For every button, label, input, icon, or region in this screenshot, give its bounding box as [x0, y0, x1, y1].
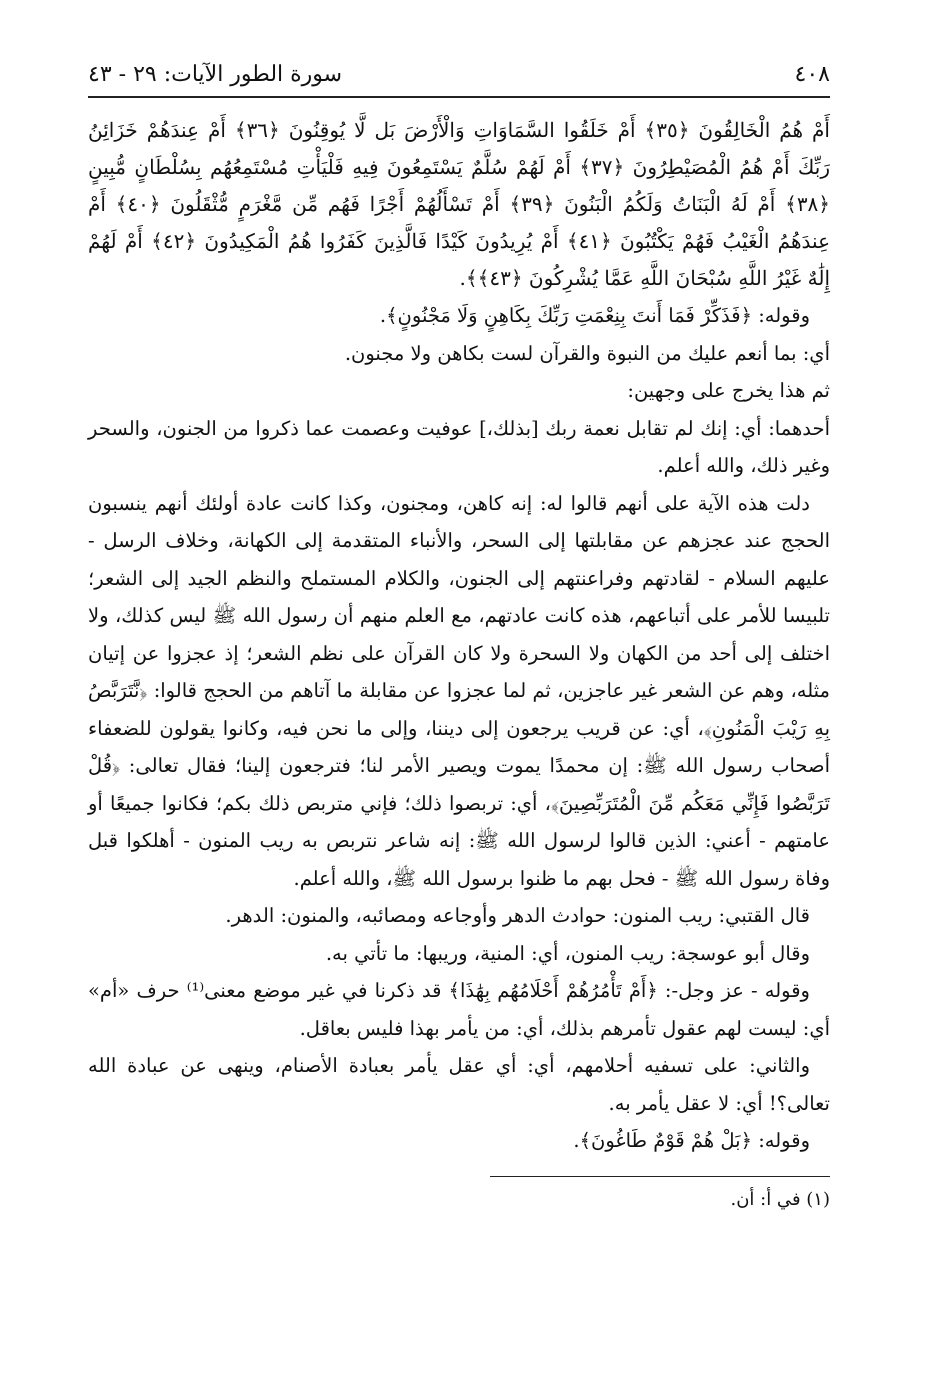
document-page [88, 60, 830, 1360]
paragraph: وقوله - عز وجل-: ﴿أَمْ تَأْمُرُهُمْ أَحْلَامُهُم بِهَٰذَا﴾ قد ذكرنا في غير موضع معنى⁽¹⁾ حرف «أم» أي: ليست لهم عقول تأمرهم بذلك، أي: من يأمر بهذا فليس بعاقل. [88, 979, 830, 1040]
paragraph: وقوله: ﴿فَذَكِّرْ فَمَا أَنتَ بِنِعْمَتِ رَبِّكَ بِكَاهِنٍ وَلَا مَجْنُونٍ﴾. [379, 304, 810, 327]
paragraph: أحدهما: أي: إنك لم تقابل نعمة ربك [بذلك،] عوفيت وعصمت عما ذكروا من الجنون، والسحر وغير ذلك، والله أعلم. [88, 416, 830, 477]
paragraph: ثم هذا يخرج على وجهين: [627, 379, 830, 402]
footnote-divider [490, 1176, 830, 1177]
quran-verses: أَمْ هُمُ الْخَالِقُونَ ﴿٣٥﴾ أَمْ خَلَقُوا السَّمَاوَاتِ وَالْأَرْضَ بَل لَّا يُوقِنُونَ ﴿٣٦﴾ أَمْ عِندَهُمْ خَزَائِنُ رَبِّكَ أَمْ هُمُ الْمُصَيْطِرُونَ ﴿٣٧﴾ أَمْ لَهُمْ سُلَّمٌ يَسْتَمِعُونَ فِيهِ فَلْيَأْتِ مُسْتَمِعُهُم بِسُلْطَانٍ مُّبِينٍ ﴿٣٨﴾ أَمْ لَهُ الْبَنَاتُ وَلَكُمُ الْبَنُونَ ﴿٣٩﴾ أَمْ تَسْأَلُهُمْ أَجْرًا فَهُم مِّن مَّغْرَمٍ مُّثْقَلُونَ ﴿٤٠﴾ أَمْ عِندَهُمُ الْغَيْبُ فَهُمْ يَكْتُبُونَ ﴿٤١﴾ أَمْ يُرِيدُونَ كَيْدًا فَالَّذِينَ كَفَرُوا هُمُ الْمَكِيدُونَ ﴿٤٢﴾ أَمْ لَهُمْ إِلَٰهٌ غَيْرُ اللَّهِ سُبْحَانَ اللَّهِ عَمَّا يُشْرِكُونَ ﴿٤٣﴾﴾. [88, 118, 831, 290]
running-title: سورة الطور الآيات: ٢٩ - ٤٣ [88, 62, 343, 87]
page-number: ٤٠٨ [794, 62, 830, 87]
paragraph: والثاني: على تسفيه أحلامهم، أي: أي عقل يأمر بعبادة الأصنام، وينهى عن عبادة الله تعالى؟! أي: لا عقل يأمر به. [88, 1054, 830, 1115]
commentary-body [88, 297, 830, 1160]
paragraph: وقوله: ﴿بَلْ هُمْ قَوْمٌ طَاغُونَ﴾. [573, 1129, 810, 1152]
paragraph: دلت هذه الآية على أنهم قالوا له: إنه كاهن، ومجنون، وكذا كانت عادة أولئك أنهم ينسبون الحجج عند عجزهم عن مقابلتها إلى السحر، والأنباء المتقدمة إلى الكهانة، وخلاف الرسل - عليهم السلام - لقادتهم وفراعنتهم إلى الجنون، والكلام المستملح والنظم الجيد إلى الشعر؛ تلبيسا للأمر على أتباعهم، هذه كانت عادتهم، مع العلم منهم أن رسول الله ﷺ ليس كذلك، ولا اختلف إلى أحد من الكهان ولا السحرة ولا كان القرآن على نظم الشعر؛ إذ عجزوا عن إتيان مثله، وهم عن الشعر غير عاجزين، ثم لما عجزوا عن مقابلة ما آتاهم من الحجج قالوا: ﴿نَّتَرَبَّصُ بِهِ رَيْبَ الْمَنُونِ﴾، أي: عن قريب يرجعون إلى ديننا، وإلى ما نحن فيه، وكانوا يقولون للضعفاء أصحاب رسول الله ﷺ: إن محمدًا يموت ويصير الأمر لنا؛ فترجعون إلينا؛ فقال تعالى: ﴿قُلْ تَرَبَّصُوا فَإِنِّي مَعَكُم مِّنَ الْمُتَرَبِّصِينَ﴾، أي: تربصوا ذلك؛ فإني متربص ذلك بكم؛ فكانوا جميعًا أو عامتهم - أعني: الذين قالوا لرسول الله ﷺ: إنه شاعر نتربص به ريب المنون - أهلكوا قبل وفاة رسول الله ﷺ - فحل بهم ما ظنوا برسول الله ﷺ، والله أعلم. [88, 491, 830, 890]
page-header [88, 60, 830, 98]
paragraph: أي: بما أنعم عليك من النبوة والقرآن لست بكاهن ولا مجنون. [344, 341, 830, 365]
footnote: (١) في أ: أن. [730, 1188, 830, 1210]
paragraph: وقال أبو عوسجة: ريب المنون، أي: المنية، وريبها: ما تأتي به. [325, 941, 810, 965]
paragraph: قال القتبي: ريب المنون: حوادث الدهر وأوجاعه ومصائبه، والمنون: الدهر. [225, 904, 810, 927]
